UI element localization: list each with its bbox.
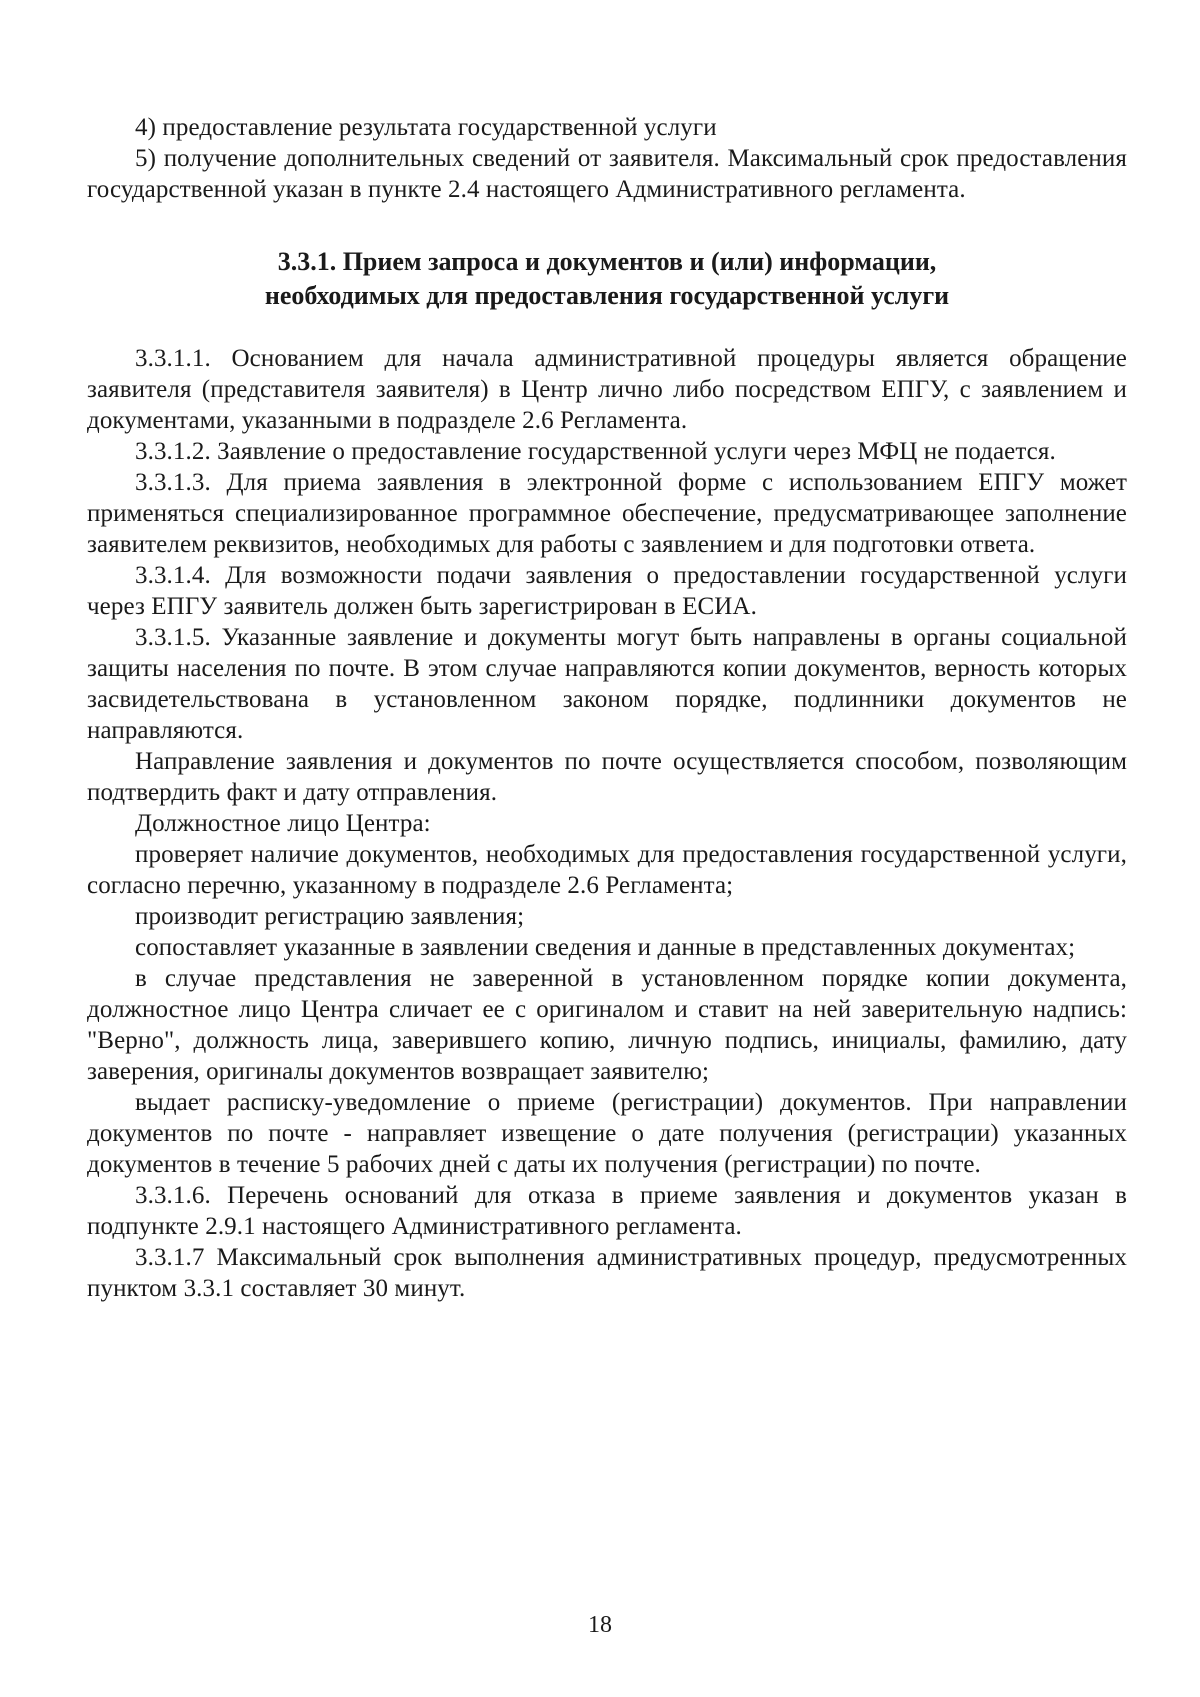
- paragraph-receipt: выдает расписку-уведомление о приеме (регистрации) документов. При направлении документов по почте - направляет извещение о дате получения (регистрации) указанных документов в течение 5 рабочих дней с даты их получения (регистрации) по почте.: [87, 1089, 1127, 1178]
- paragraph-official: Должностное лицо Центра:: [135, 810, 431, 837]
- paragraph-3-3-1-2: 3.3.1.2. Заявление о предоставление государственной услуги через МФЦ не подается.: [135, 438, 1056, 465]
- paragraph-checks-documents: проверяет наличие документов, необходимых для предоставления государственной услуги, согласно перечню, указанному в подразделе 2.6 Регламента;: [87, 841, 1127, 899]
- paragraph-mail-sending: Направление заявления и документов по почте осуществляется способом, позволяющим подтвердить факт и дату отправления.: [87, 748, 1127, 806]
- paragraph-3-3-1-6: 3.3.1.6. Перечень оснований для отказа в приеме заявления и документов указан в подпункте 2.9.1 настоящего Административного регламента.: [87, 1182, 1127, 1240]
- paragraph-registers: производит регистрацию заявления;: [135, 903, 525, 930]
- paragraph-3-3-1-7: 3.3.1.7 Максимальный срок выполнения административных процедур, предусмотренных пунктом 3.3.1 составляет 30 минут.: [87, 1244, 1127, 1302]
- paragraph-compares: сопоставляет указанные в заявлении сведения и данные в представленных документах;: [135, 934, 1076, 961]
- section-heading-line-1: 3.3.1. Прием запроса и документов и (или) информации,: [277, 247, 937, 276]
- paragraph-3-3-1-5: 3.3.1.5. Указанные заявление и документы могут быть направлены в органы социальной защиты населения по почте. В этом случае направляются копии документов, верность которых засвидетельствована в установленном законом порядке, подлинники документов не направляются.: [87, 624, 1127, 744]
- paragraph-3-3-1-3: 3.3.1.3. Для приема заявления в электронной форме с использованием ЕПГУ может применяться специализированное программное обеспечение, предусматривающее заполнение заявителем реквизитов, необходимых для работы с заявлением и для подготовки ответа.: [87, 469, 1127, 558]
- paragraph-3-3-1-1: 3.3.1.1. Основанием для начала административной процедуры является обращение заявителя (представителя заявителя) в Центр лично либо посредством ЕПГУ, с заявлением и документами, указанными в подразделе 2.6 Регламента.: [87, 345, 1127, 434]
- paragraph-additional-info: 5) получение дополнительных сведений от заявителя. Максимальный срок предоставления государственной указан в пункте 2.4 настоящего Административного регламента.: [87, 145, 1127, 203]
- page-content: [87, 112, 1127, 1304]
- section-heading: [87, 245, 1127, 313]
- paragraph-result-provision: 4) предоставление результата государственной услуги: [135, 114, 717, 141]
- paragraph-3-3-1-4: 3.3.1.4. Для возможности подачи заявления о предоставлении государственной услуги через ЕПГУ заявитель должен быть зарегистрирован в ЕСИА.: [87, 562, 1127, 620]
- page-number: 18: [588, 1612, 612, 1638]
- paragraph-copy-verification: в случае представления не заверенной в установленном порядке копии документа, должностное лицо Центра сличает ее с оригиналом и ставит на ней заверительную надпись: "Верно", должность лица, заверившего копию, личную подпись, инициалы, фамилию, дату заверения, оригиналы документов возвращает заявителю;: [87, 965, 1127, 1085]
- section-heading-line-2: необходимых для предоставления государственной услуги: [264, 281, 950, 310]
